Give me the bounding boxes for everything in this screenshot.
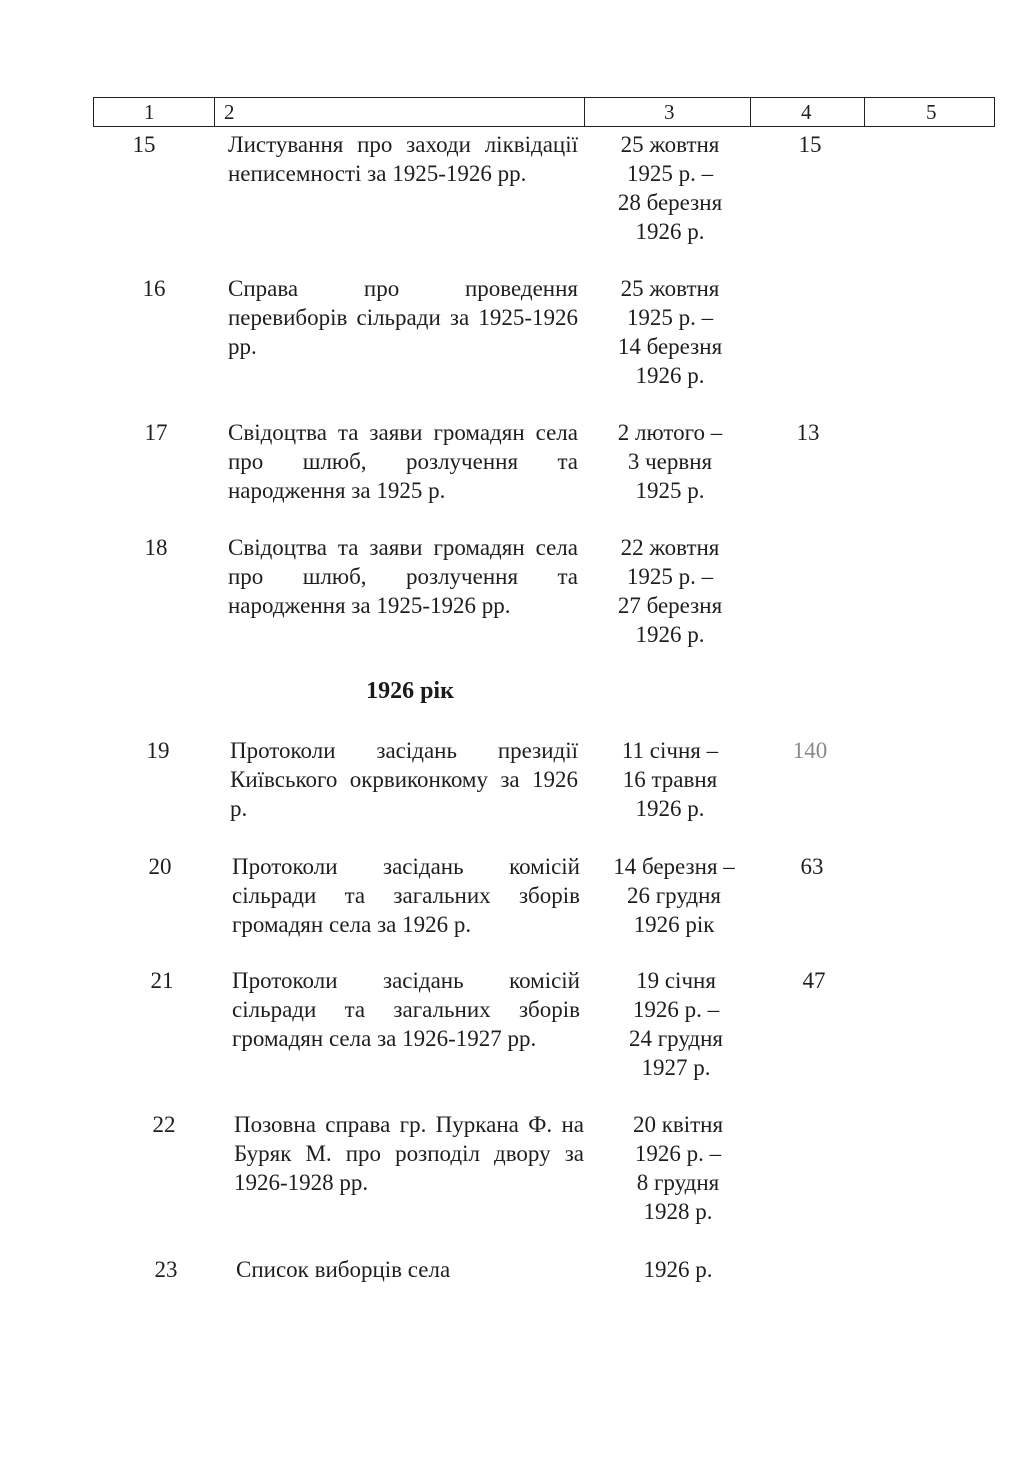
row-count: 13 bbox=[796, 420, 820, 445]
row-number: 19 bbox=[146, 738, 170, 763]
row-title: Позовна справа гр. Пуркана Ф. на Буряк М. про розподіл двору за 1926-1928 рр. bbox=[234, 1112, 584, 1195]
row-number: 15 bbox=[132, 132, 156, 157]
row-title: Протоколи засідань комісій сільради та загальних зборів громадян села за 1926-1927 рр. bbox=[232, 968, 580, 1051]
row-dates: 25 жовтня 1925 р. – 14 березня 1926 р. bbox=[617, 276, 723, 388]
column-header-5: 5 bbox=[926, 100, 937, 124]
column-divider bbox=[214, 98, 215, 126]
row-dates: 1926 р. bbox=[643, 1257, 713, 1282]
column-header-4: 4 bbox=[801, 100, 812, 124]
row-number: 18 bbox=[144, 535, 168, 560]
row-dates: 14 березня – 26 грудня 1926 рік bbox=[613, 854, 735, 937]
row-count: 15 bbox=[798, 132, 822, 157]
row-dates: 11 січня – 16 травня 1926 р. bbox=[621, 738, 719, 821]
row-title: Протоколи засідань президії Київського окрвиконкому за 1926 р. bbox=[230, 738, 578, 821]
row-dates: 25 жовтня 1925 р. – 28 березня 1926 р. bbox=[617, 132, 723, 244]
row-count: 47 bbox=[802, 968, 826, 993]
column-header-2: 2 bbox=[224, 100, 235, 124]
row-number: 16 bbox=[142, 276, 166, 301]
section-heading-1926: 1926 рік bbox=[366, 678, 454, 704]
column-divider bbox=[584, 98, 585, 126]
row-title: Список виборців села bbox=[236, 1257, 451, 1282]
column-header-1: 1 bbox=[144, 100, 155, 124]
row-title: Свідоцтва та заяви громадян села про шлюб, розлучення та народження за 1925 р. bbox=[228, 420, 578, 503]
row-title: Свідоцтва та заяви громадян села про шлюб, розлучення та народження за 1925-1926 рр. bbox=[228, 535, 578, 618]
row-number: 22 bbox=[152, 1112, 176, 1137]
column-divider bbox=[750, 98, 751, 126]
row-number: 17 bbox=[144, 420, 168, 445]
column-header-strip bbox=[93, 97, 995, 127]
row-dates: 2 лютого – 3 червня 1925 р. bbox=[617, 420, 723, 503]
row-title: Листування про заходи ліквідації неписемності за 1925-1926 рр. bbox=[228, 132, 578, 186]
row-title: Справа про проведення перевиборів сільради за 1925-1926 рр. bbox=[228, 276, 578, 359]
row-number: 23 bbox=[154, 1257, 178, 1282]
row-dates: 22 жовтня 1925 р. – 27 березня 1926 р. bbox=[617, 535, 723, 647]
row-number: 20 bbox=[148, 854, 172, 879]
row-dates: 19 січня 1926 р. – 24 грудня 1927 р. bbox=[628, 968, 724, 1080]
row-number: 21 bbox=[150, 968, 174, 993]
column-header-3: 3 bbox=[664, 100, 675, 124]
column-divider bbox=[864, 98, 865, 126]
row-count: 63 bbox=[800, 854, 824, 879]
row-count: 140 bbox=[792, 738, 828, 763]
row-dates: 20 квітня 1926 р. – 8 грудня 1928 р. bbox=[632, 1112, 724, 1224]
row-title: Протоколи засідань комісій сільради та загальних зборів громадян села за 1926 р. bbox=[232, 854, 580, 937]
